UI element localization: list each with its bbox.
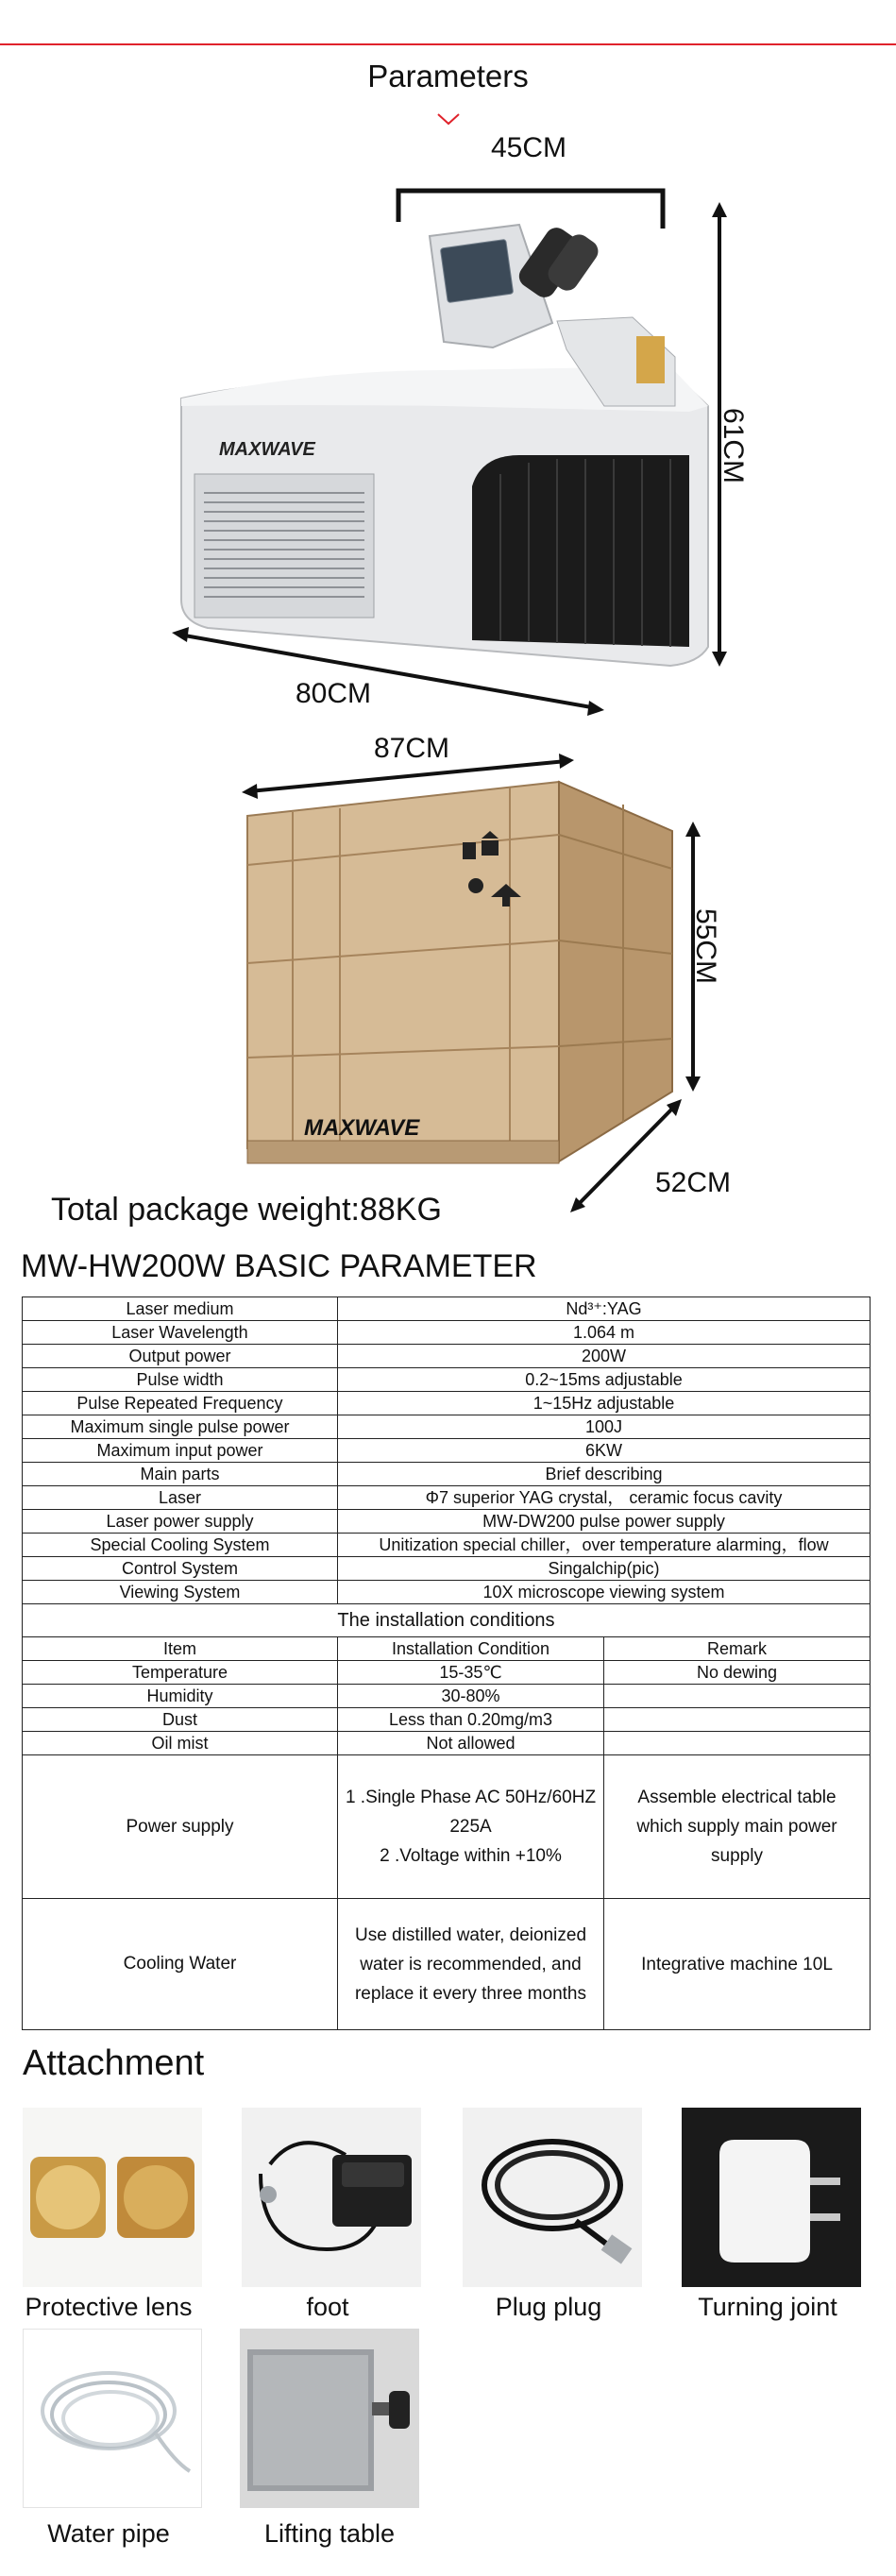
cooling-remark: Integrative machine 10L: [604, 1899, 871, 2030]
machine-height-label: 61CM: [718, 408, 749, 484]
table-row: [23, 1685, 871, 1708]
spec-table: [22, 1296, 871, 2030]
spec-label: Pulse Repeated Frequency: [23, 1392, 338, 1415]
spec-value: 1~15Hz adjustable: [338, 1392, 871, 1415]
lifting-table-image: [240, 2329, 419, 2508]
install-title-row: [23, 1604, 871, 1637]
install-remark: [604, 1708, 871, 1732]
install-condition: 15-35℃: [338, 1661, 604, 1685]
attachment-label: Plug plug: [495, 2293, 602, 2321]
table-row: [23, 1661, 871, 1685]
spec-value: 6KW: [338, 1439, 871, 1463]
table-row: [23, 1708, 871, 1732]
spec-value: Φ7 superior YAG crystal， ceramic focus cavity: [338, 1486, 871, 1510]
power-condition: [338, 1755, 604, 1899]
spec-label: Output power: [23, 1345, 338, 1368]
table-row: [23, 1732, 871, 1755]
spec-label: Maximum single pulse power: [23, 1415, 338, 1439]
install-item: Oil mist: [23, 1732, 338, 1755]
attachment-title: Attachment: [23, 2043, 205, 2083]
spec-value: 0.2~15ms adjustable: [338, 1368, 871, 1392]
crate-height-label: 55CM: [690, 908, 721, 985]
power-line-2: 225A: [449, 1817, 492, 1837]
install-item: Dust: [23, 1708, 338, 1732]
table-row: [23, 1368, 871, 1392]
cooling-water-row: [23, 1899, 871, 2030]
spec-label: Control System: [23, 1557, 338, 1581]
install-item: Humidity: [23, 1685, 338, 1708]
install-header-condition: Installation Condition: [338, 1637, 604, 1661]
table-row: [23, 1345, 871, 1368]
spec-value: MW-DW200 pulse power supply: [338, 1510, 871, 1534]
spec-value: Singalchip(pic): [338, 1557, 871, 1581]
spec-value: 200W: [338, 1345, 871, 1368]
install-condition: 30-80%: [338, 1685, 604, 1708]
spec-label: Main parts: [23, 1463, 338, 1486]
machine-logo: MAXWAVE: [219, 439, 315, 460]
attachment-label: Water pipe: [47, 2519, 170, 2548]
table-row: [23, 1297, 871, 1321]
plug-cable-image: [463, 2108, 642, 2287]
turning-joint-image: [682, 2108, 861, 2287]
table-row: [23, 1581, 871, 1604]
power-line-1: 1 .Single Phase AC 50Hz/60HZ: [345, 1788, 597, 1807]
install-item: Temperature: [23, 1661, 338, 1685]
install-item: Power supply: [23, 1755, 338, 1899]
attachment-label: Turning joint: [698, 2293, 837, 2321]
table-row: [23, 1486, 871, 1510]
table-row: [23, 1510, 871, 1534]
spec-value: Brief describing: [338, 1463, 871, 1486]
spec-label: Viewing System: [23, 1581, 338, 1604]
spec-label: Maximum input power: [23, 1439, 338, 1463]
wooden-crate-image: [227, 718, 727, 1228]
crate-width-label: 87CM: [374, 733, 450, 764]
protective-lens-image: [23, 2108, 202, 2287]
install-header-remark: Remark: [604, 1637, 871, 1661]
power-line-3: 2 .Voltage within +10%: [380, 1846, 562, 1866]
spec-label: Laser power supply: [23, 1510, 338, 1534]
machine-width-label: 45CM: [491, 132, 567, 163]
table-row: [23, 1534, 871, 1557]
cooling-condition: Use distilled water, deionized water is recommended, and replace it every three months: [338, 1899, 604, 2030]
table-row: [23, 1321, 871, 1345]
power-supply-row: [23, 1755, 871, 1899]
table-row: [23, 1439, 871, 1463]
header-divider: [0, 43, 896, 45]
page-title: Parameters: [367, 59, 529, 93]
table-row: [23, 1415, 871, 1439]
attachment-label: Protective lens: [25, 2293, 193, 2321]
spec-value: 10X microscope viewing system: [338, 1581, 871, 1604]
spec-value: 100J: [338, 1415, 871, 1439]
install-remark: [604, 1732, 871, 1755]
install-title: The installation conditions: [23, 1604, 871, 1637]
table-row: [23, 1392, 871, 1415]
install-remark: [604, 1685, 871, 1708]
spec-label: Special Cooling System: [23, 1534, 338, 1557]
spec-label: Pulse width: [23, 1368, 338, 1392]
spec-value: Nd³⁺:YAG: [338, 1297, 871, 1321]
table-row: [23, 1557, 871, 1581]
install-item: Cooling Water: [23, 1899, 338, 2030]
spec-value: 1.064 m: [338, 1321, 871, 1345]
install-header-row: [23, 1637, 871, 1661]
attachment-label: foot: [306, 2293, 349, 2321]
install-condition: Less than 0.20mg/m3: [338, 1708, 604, 1732]
table-row: [23, 1463, 871, 1486]
spec-label: Laser Wavelength: [23, 1321, 338, 1345]
spec-value: Unitization special chiller，over temperature alarming，flow: [338, 1534, 871, 1557]
install-remark: No dewing: [604, 1661, 871, 1685]
spec-label: Laser medium: [23, 1297, 338, 1321]
spec-table-title: MW-HW200W BASIC PARAMETER: [21, 1248, 537, 1284]
welding-machine-image: [161, 123, 765, 727]
foot-pedal-image: [242, 2108, 421, 2287]
crate-depth-label: 52CM: [655, 1167, 732, 1198]
install-condition: Not allowed: [338, 1732, 604, 1755]
power-remark: Assemble electrical table which supply main power supply: [604, 1755, 871, 1899]
crate-logo: MAXWAVE: [304, 1115, 420, 1141]
install-header-item: Item: [23, 1637, 338, 1661]
attachment-label: Lifting table: [263, 2519, 396, 2548]
package-weight: Total package weight:88KG: [51, 1192, 442, 1228]
water-pipe-image: [23, 2329, 202, 2508]
spec-label: Laser: [23, 1486, 338, 1510]
machine-length-label: 80CM: [296, 678, 372, 709]
